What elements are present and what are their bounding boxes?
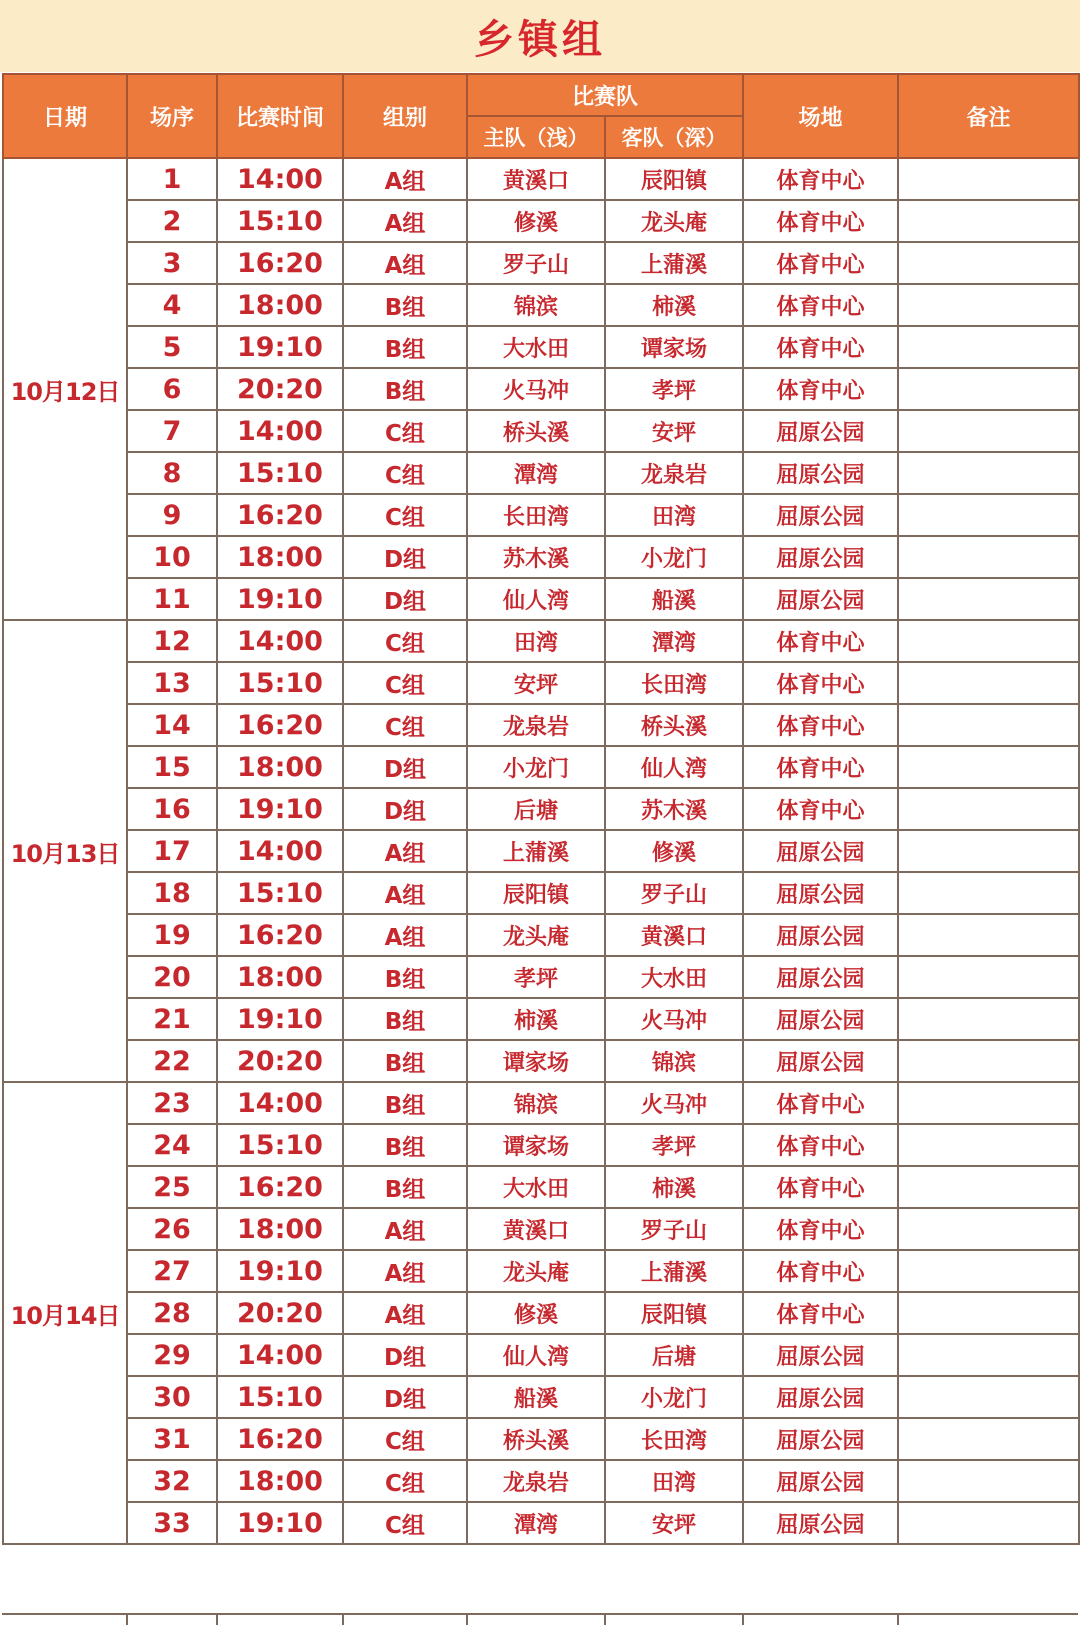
match-time: 20:20 — [217, 1292, 343, 1334]
match-group: B组 — [343, 1040, 467, 1082]
match-time: 19:10 — [217, 326, 343, 368]
match-seq: 6 — [127, 368, 217, 410]
match-time: 18:00 — [217, 284, 343, 326]
match-seq: 26 — [127, 1208, 217, 1250]
away-team: 罗子山 — [605, 1208, 743, 1250]
match-group: C组 — [343, 1460, 467, 1502]
match-venue: 屈原公园 — [743, 1502, 898, 1544]
away-team: 辰阳镇 — [605, 158, 743, 200]
match-note — [898, 830, 1079, 872]
header-home: 主队（浅） — [467, 116, 605, 158]
home-team: 修溪 — [467, 200, 605, 242]
match-note — [898, 914, 1079, 956]
table-row — [3, 1418, 1079, 1460]
table-row — [3, 368, 1079, 410]
table-row — [3, 620, 1079, 662]
match-note — [898, 1292, 1079, 1334]
away-team: 潭湾 — [605, 620, 743, 662]
table-row — [3, 1082, 1079, 1124]
match-venue: 屈原公园 — [743, 536, 898, 578]
home-team: 潭湾 — [467, 452, 605, 494]
away-team: 上蒲溪 — [605, 1250, 743, 1292]
match-seq: 2 — [127, 200, 217, 242]
match-group: D组 — [343, 1334, 467, 1376]
away-team: 龙头庵 — [605, 200, 743, 242]
away-team: 火马冲 — [605, 998, 743, 1040]
match-group: D组 — [343, 746, 467, 788]
table-row — [3, 788, 1079, 830]
away-team: 安坪 — [605, 1502, 743, 1544]
match-seq: 24 — [127, 1124, 217, 1166]
match-time: 15:10 — [217, 200, 343, 242]
match-group: A组 — [343, 242, 467, 284]
match-note — [898, 1208, 1079, 1250]
home-team: 谭家场 — [467, 1040, 605, 1082]
away-team: 谭家场 — [605, 326, 743, 368]
match-time: 18:00 — [217, 1460, 343, 1502]
away-team: 龙泉岩 — [605, 452, 743, 494]
table-row — [3, 242, 1079, 284]
away-team: 仙人湾 — [605, 746, 743, 788]
home-team: 安坪 — [467, 662, 605, 704]
match-seq: 16 — [127, 788, 217, 830]
match-venue: 体育中心 — [743, 620, 898, 662]
match-time: 19:10 — [217, 998, 343, 1040]
match-note — [898, 452, 1079, 494]
match-venue: 体育中心 — [743, 368, 898, 410]
table-row — [3, 578, 1079, 620]
match-note — [898, 1376, 1079, 1418]
away-team: 孝坪 — [605, 1124, 743, 1166]
match-note — [898, 1166, 1079, 1208]
match-time: 15:10 — [217, 1124, 343, 1166]
match-time: 20:20 — [217, 1040, 343, 1082]
home-team: 罗子山 — [467, 242, 605, 284]
header-teams: 比赛队 — [467, 74, 743, 116]
match-seq: 3 — [127, 242, 217, 284]
away-team: 苏木溪 — [605, 788, 743, 830]
match-seq: 32 — [127, 1460, 217, 1502]
match-note — [898, 620, 1079, 662]
match-note — [898, 1460, 1079, 1502]
match-time: 14:00 — [217, 830, 343, 872]
table-row — [3, 1250, 1079, 1292]
home-team: 田湾 — [467, 620, 605, 662]
match-group: D组 — [343, 1376, 467, 1418]
match-seq: 4 — [127, 284, 217, 326]
match-group: B组 — [343, 1166, 467, 1208]
match-note — [898, 1334, 1079, 1376]
match-seq: 8 — [127, 452, 217, 494]
home-team: 后塘 — [467, 788, 605, 830]
away-team: 大水田 — [605, 956, 743, 998]
match-time: 14:00 — [217, 410, 343, 452]
away-team: 柿溪 — [605, 1166, 743, 1208]
table-row — [3, 872, 1079, 914]
home-team: 黄溪口 — [467, 1208, 605, 1250]
away-team: 安坪 — [605, 410, 743, 452]
table-row — [3, 494, 1079, 536]
match-note — [898, 578, 1079, 620]
match-time: 16:20 — [217, 242, 343, 284]
home-team: 龙头庵 — [467, 1250, 605, 1292]
match-group: C组 — [343, 704, 467, 746]
table-row — [3, 1334, 1079, 1376]
match-time: 15:10 — [217, 452, 343, 494]
home-team: 锦滨 — [467, 284, 605, 326]
schedule-table — [2, 73, 1080, 1545]
match-venue: 体育中心 — [743, 704, 898, 746]
match-time: 15:10 — [217, 872, 343, 914]
match-venue: 体育中心 — [743, 1082, 898, 1124]
home-team: 大水田 — [467, 1166, 605, 1208]
header-date: 日期 — [3, 74, 127, 158]
match-time: 15:10 — [217, 662, 343, 704]
match-time: 16:20 — [217, 1166, 343, 1208]
table-row — [3, 1376, 1079, 1418]
match-note — [898, 1124, 1079, 1166]
home-team: 小龙门 — [467, 746, 605, 788]
match-seq: 19 — [127, 914, 217, 956]
match-group: C组 — [343, 1502, 467, 1544]
match-seq: 9 — [127, 494, 217, 536]
match-seq: 20 — [127, 956, 217, 998]
match-note — [898, 494, 1079, 536]
match-note — [898, 662, 1079, 704]
match-seq: 11 — [127, 578, 217, 620]
match-seq: 10 — [127, 536, 217, 578]
match-time: 19:10 — [217, 1502, 343, 1544]
match-group: A组 — [343, 914, 467, 956]
away-team: 田湾 — [605, 1460, 743, 1502]
match-note — [898, 200, 1079, 242]
table-row — [3, 410, 1079, 452]
away-team: 罗子山 — [605, 872, 743, 914]
match-seq: 28 — [127, 1292, 217, 1334]
match-venue: 屈原公园 — [743, 452, 898, 494]
match-seq: 1 — [127, 158, 217, 200]
page-title: 乡镇组 — [474, 16, 606, 63]
match-venue: 屈原公园 — [743, 1376, 898, 1418]
match-time: 19:10 — [217, 1250, 343, 1292]
away-team: 黄溪口 — [605, 914, 743, 956]
match-venue: 屈原公园 — [743, 410, 898, 452]
match-venue: 体育中心 — [743, 200, 898, 242]
table-row — [3, 956, 1079, 998]
table-row — [3, 200, 1079, 242]
home-team: 柿溪 — [467, 998, 605, 1040]
match-venue: 屈原公园 — [743, 1418, 898, 1460]
home-team: 龙头庵 — [467, 914, 605, 956]
away-team: 孝坪 — [605, 368, 743, 410]
match-venue: 体育中心 — [743, 242, 898, 284]
home-team: 辰阳镇 — [467, 872, 605, 914]
away-team: 上蒲溪 — [605, 242, 743, 284]
match-time: 16:20 — [217, 704, 343, 746]
match-group: C组 — [343, 410, 467, 452]
match-venue: 体育中心 — [743, 1292, 898, 1334]
match-note — [898, 704, 1079, 746]
header-time: 比赛时间 — [217, 74, 343, 158]
match-group: A组 — [343, 1292, 467, 1334]
match-note — [898, 872, 1079, 914]
match-time: 19:10 — [217, 578, 343, 620]
match-venue: 体育中心 — [743, 1208, 898, 1250]
match-seq: 25 — [127, 1166, 217, 1208]
away-team: 小龙门 — [605, 1376, 743, 1418]
match-group: C组 — [343, 452, 467, 494]
match-time: 18:00 — [217, 1208, 343, 1250]
match-seq: 29 — [127, 1334, 217, 1376]
match-group: C组 — [343, 662, 467, 704]
home-team: 锦滨 — [467, 1082, 605, 1124]
table-row — [3, 1166, 1079, 1208]
match-time: 18:00 — [217, 956, 343, 998]
home-team: 龙泉岩 — [467, 704, 605, 746]
away-team: 后塘 — [605, 1334, 743, 1376]
match-time: 18:00 — [217, 536, 343, 578]
match-group: D组 — [343, 578, 467, 620]
match-seq: 17 — [127, 830, 217, 872]
match-note — [898, 746, 1079, 788]
match-group: C组 — [343, 494, 467, 536]
match-note — [898, 158, 1079, 200]
match-seq: 21 — [127, 998, 217, 1040]
match-group: C组 — [343, 1418, 467, 1460]
away-team: 桥头溪 — [605, 704, 743, 746]
home-team: 孝坪 — [467, 956, 605, 998]
match-seq: 33 — [127, 1502, 217, 1544]
away-team: 辰阳镇 — [605, 1292, 743, 1334]
table-row — [3, 830, 1079, 872]
match-note — [898, 1082, 1079, 1124]
table-row — [3, 746, 1079, 788]
match-group: A组 — [343, 158, 467, 200]
match-seq: 31 — [127, 1418, 217, 1460]
home-team: 黄溪口 — [467, 158, 605, 200]
table-body — [3, 158, 1079, 1544]
match-note — [898, 410, 1079, 452]
match-seq: 15 — [127, 746, 217, 788]
match-note — [898, 368, 1079, 410]
away-team: 火马冲 — [605, 1082, 743, 1124]
table-row — [3, 1460, 1079, 1502]
away-team: 船溪 — [605, 578, 743, 620]
match-seq: 27 — [127, 1250, 217, 1292]
match-seq: 18 — [127, 872, 217, 914]
match-note — [898, 1502, 1079, 1544]
match-time: 14:00 — [217, 1082, 343, 1124]
match-venue: 体育中心 — [743, 1124, 898, 1166]
match-venue: 屈原公园 — [743, 578, 898, 620]
match-note — [898, 788, 1079, 830]
home-team: 龙泉岩 — [467, 1460, 605, 1502]
match-group: B组 — [343, 284, 467, 326]
home-team: 修溪 — [467, 1292, 605, 1334]
match-seq: 22 — [127, 1040, 217, 1082]
table-row — [3, 1208, 1079, 1250]
match-note — [898, 536, 1079, 578]
match-time: 18:00 — [217, 746, 343, 788]
match-group: B组 — [343, 1124, 467, 1166]
table-row — [3, 1502, 1079, 1544]
match-group: A组 — [343, 1250, 467, 1292]
home-team: 桥头溪 — [467, 1418, 605, 1460]
match-venue: 体育中心 — [743, 746, 898, 788]
match-group: B组 — [343, 1082, 467, 1124]
match-venue: 屈原公园 — [743, 830, 898, 872]
header-seq: 场序 — [127, 74, 217, 158]
home-team: 大水田 — [467, 326, 605, 368]
match-seq: 14 — [127, 704, 217, 746]
match-venue: 体育中心 — [743, 1250, 898, 1292]
match-seq: 12 — [127, 620, 217, 662]
match-venue: 屈原公园 — [743, 494, 898, 536]
match-time: 16:20 — [217, 494, 343, 536]
match-date: 10月14日 — [3, 1082, 127, 1544]
match-venue: 体育中心 — [743, 662, 898, 704]
table-row — [3, 1124, 1079, 1166]
home-team: 仙人湾 — [467, 1334, 605, 1376]
match-date: 10月12日 — [3, 158, 127, 620]
match-venue: 体育中心 — [743, 326, 898, 368]
home-team: 长田湾 — [467, 494, 605, 536]
match-group: B组 — [343, 956, 467, 998]
home-team: 苏木溪 — [467, 536, 605, 578]
match-time: 19:10 — [217, 788, 343, 830]
match-group: C组 — [343, 620, 467, 662]
table-row — [3, 662, 1079, 704]
table-row — [3, 1040, 1079, 1082]
match-group: A组 — [343, 1208, 467, 1250]
title-banner — [0, 0, 1080, 72]
match-seq: 30 — [127, 1376, 217, 1418]
match-venue: 屈原公园 — [743, 998, 898, 1040]
match-time: 14:00 — [217, 158, 343, 200]
table-row — [3, 998, 1079, 1040]
match-note — [898, 1418, 1079, 1460]
away-team: 长田湾 — [605, 662, 743, 704]
match-time: 20:20 — [217, 368, 343, 410]
match-note — [898, 998, 1079, 1040]
match-venue: 屈原公园 — [743, 956, 898, 998]
match-group: A组 — [343, 200, 467, 242]
table-row — [3, 284, 1079, 326]
match-note — [898, 1250, 1079, 1292]
header-away: 客队（深） — [605, 116, 743, 158]
match-venue: 体育中心 — [743, 158, 898, 200]
match-time: 16:20 — [217, 914, 343, 956]
home-team: 桥头溪 — [467, 410, 605, 452]
away-team: 小龙门 — [605, 536, 743, 578]
match-time: 14:00 — [217, 1334, 343, 1376]
match-group: A组 — [343, 872, 467, 914]
match-note — [898, 1040, 1079, 1082]
match-venue: 屈原公园 — [743, 914, 898, 956]
header-venue: 场地 — [743, 74, 898, 158]
home-team: 火马冲 — [467, 368, 605, 410]
match-venue: 体育中心 — [743, 788, 898, 830]
match-seq: 7 — [127, 410, 217, 452]
match-venue: 屈原公园 — [743, 1040, 898, 1082]
home-team: 仙人湾 — [467, 578, 605, 620]
match-venue: 屈原公园 — [743, 1460, 898, 1502]
home-team: 潭湾 — [467, 1502, 605, 1544]
away-team: 田湾 — [605, 494, 743, 536]
match-note — [898, 242, 1079, 284]
table-row — [3, 158, 1079, 200]
header-group: 组别 — [343, 74, 467, 158]
table-row — [3, 326, 1079, 368]
home-team: 上蒲溪 — [467, 830, 605, 872]
match-group: D组 — [343, 788, 467, 830]
header-note: 备注 — [898, 74, 1079, 158]
match-seq: 23 — [127, 1082, 217, 1124]
match-note — [898, 326, 1079, 368]
match-group: D组 — [343, 536, 467, 578]
table-header — [3, 74, 1079, 158]
match-group: B组 — [343, 326, 467, 368]
table-continuation — [2, 1613, 1078, 1625]
match-group: B组 — [343, 368, 467, 410]
match-venue: 体育中心 — [743, 1166, 898, 1208]
match-venue: 屈原公园 — [743, 1334, 898, 1376]
match-time: 16:20 — [217, 1418, 343, 1460]
table-row — [3, 536, 1079, 578]
table-row — [3, 1292, 1079, 1334]
match-venue: 屈原公园 — [743, 872, 898, 914]
match-group: B组 — [343, 998, 467, 1040]
match-venue: 体育中心 — [743, 284, 898, 326]
away-team: 修溪 — [605, 830, 743, 872]
match-seq: 5 — [127, 326, 217, 368]
table-row — [3, 704, 1079, 746]
away-team: 锦滨 — [605, 1040, 743, 1082]
home-team: 船溪 — [467, 1376, 605, 1418]
match-group: A组 — [343, 830, 467, 872]
match-note — [898, 284, 1079, 326]
match-date: 10月13日 — [3, 620, 127, 1082]
match-note — [898, 956, 1079, 998]
table-row — [3, 914, 1079, 956]
table-row — [3, 452, 1079, 494]
match-time: 15:10 — [217, 1376, 343, 1418]
away-team: 长田湾 — [605, 1418, 743, 1460]
home-team: 谭家场 — [467, 1124, 605, 1166]
match-time: 14:00 — [217, 620, 343, 662]
away-team: 柿溪 — [605, 284, 743, 326]
match-seq: 13 — [127, 662, 217, 704]
